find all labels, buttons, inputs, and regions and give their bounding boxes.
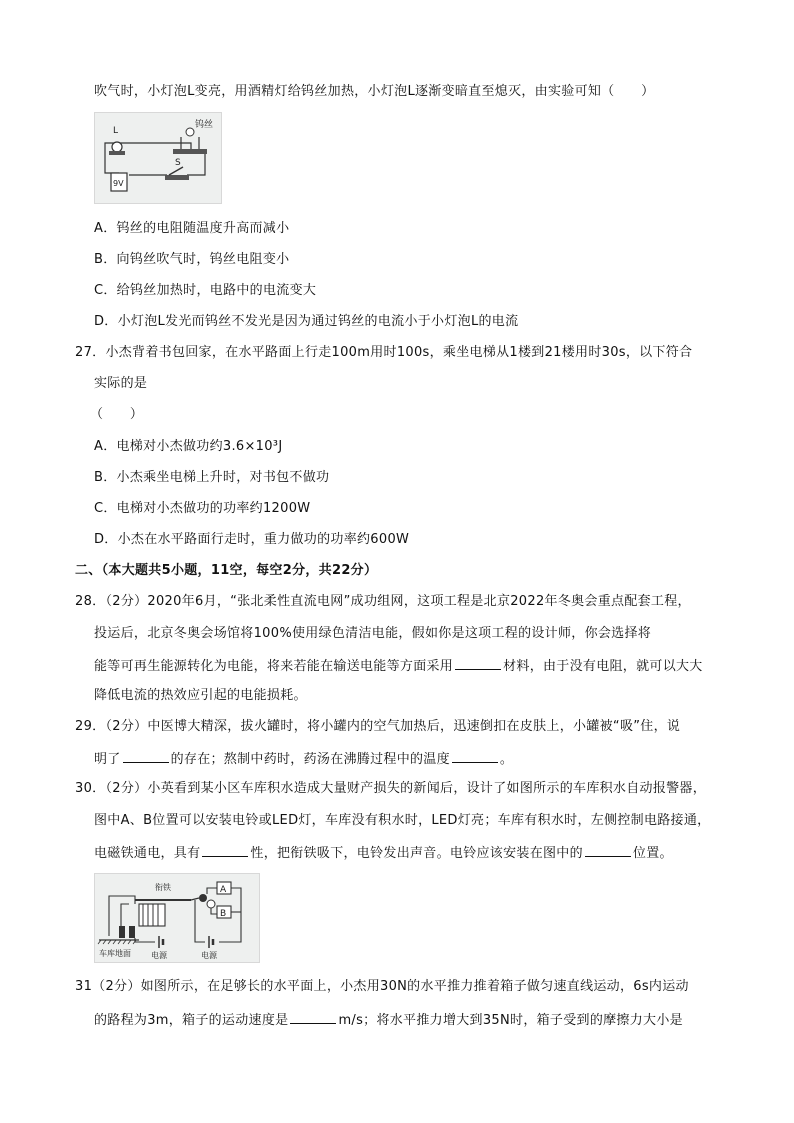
circuit-diagram (95, 113, 221, 203)
q30-line3-text-c: 位置。 (632, 846, 673, 861)
wire-label: 钨丝 (195, 120, 214, 130)
lamp-icon (112, 142, 122, 152)
q27-answer-bracket: （ ） (90, 407, 144, 422)
q27-stem-line1: 27．小杰背着书包回家，在水平路面上行走100m用时100s，乘坐电梯从1楼到21楼用时30s，以下符合 (75, 345, 693, 360)
q29-line2 (94, 748, 513, 770)
q29-line2-text-b: 的存在；熬制中药时，药汤在沸腾过程中的温度 (170, 752, 450, 767)
battery-label: 9V (113, 179, 124, 188)
q28-blank-1[interactable] (455, 655, 501, 670)
q26-option-a: A．钨丝的电阻随温度升高而减小 (94, 221, 290, 236)
q27-option-d: D．小杰在水平路面行走时，重力做功的功率约600W (94, 532, 410, 547)
q26-circuit-figure (94, 112, 222, 204)
lamp-label: L (113, 126, 119, 136)
q31-line2-text-a: 的路程为3m，箱子的运动速度是 (94, 1013, 289, 1028)
q30-line3-text-b: 性，把衔铁吸下，电铃发出声音。电铃应该安装在图中的 (250, 846, 583, 861)
q29-blank-2[interactable] (452, 748, 498, 763)
ground-label: 车库地面 (99, 949, 131, 958)
position-b-label: B (220, 909, 227, 919)
q31-line2 (94, 1009, 683, 1031)
q30-line3-text-a: 电磁铁通电，具有 (94, 846, 201, 861)
q26-option-c: C．给钨丝加热时，电路中的电流变大 (94, 283, 317, 298)
switch-label: S (175, 158, 181, 168)
alarm-circuit-diagram (95, 874, 259, 962)
q27-option-a: A．电梯对小杰做功约3.6×10³J (94, 439, 283, 454)
probe-icon (119, 926, 125, 938)
q29-line1: 29．（2分）中医博大精深，拔火罐时，将小罐内的空气加热后，迅速倒扣在皮肤上，小罐被“吸”住，说 (75, 719, 681, 734)
section-heading: 二、（本大题共5小题，11空，每空2分，共22分） (75, 563, 378, 578)
q30-blank-1[interactable] (202, 842, 248, 857)
q29-blank-1[interactable] (123, 748, 169, 763)
q30-alarm-figure (94, 873, 260, 963)
q28-line1: 28．（2分）2020年6月，“张北柔性直流电网”成功组网，这项工程是北京2022年冬奥会重点配套工程， (75, 594, 691, 609)
q30-blank-2[interactable] (585, 842, 631, 857)
armature-label: 衔铁 (155, 883, 171, 892)
q28-line2: 投运后，北京冬奥会场馆将100%使用绿色清洁电能，假如你是这项工程的设计师，你会选择将 (94, 626, 652, 641)
q30-line1: 30．（2分）小英看到某小区车库积水造成大量财产损失的新闻后，设计了如图所示的车库积水自动报警器， (75, 781, 707, 796)
q30-line3 (94, 842, 673, 864)
source1-label: 电源 (151, 951, 167, 960)
q27-option-c: C．电梯对小杰做功的功率约1200W (94, 501, 311, 516)
q31-line1: 31（2分）如图所示，在足够长的水平面上，小杰用30N的水平推力推着箱子做匀速直线运动，6s内运动 (75, 979, 689, 994)
q27-stem-line2: 实际的是 (94, 376, 148, 391)
q28-line3 (94, 655, 703, 677)
switch-icon (165, 175, 189, 180)
q31-blank-1[interactable] (290, 1009, 336, 1024)
position-a-label: A (220, 885, 227, 895)
q29-line2-text-c: 。 (499, 752, 514, 767)
q28-line3-text-b: 材料，由于没有电阻，就可以大大 (503, 659, 703, 674)
q27-option-b: B．小杰乘坐电梯上升时，对书包不做功 (94, 470, 330, 485)
q26-option-b: B．向钨丝吹气时，钨丝电阻变小 (94, 252, 290, 267)
q26-option-d: D．小灯泡L发光而钨丝不发光是因为通过钨丝的电流小于小灯泡L的电流 (94, 314, 519, 329)
source2-label: 电源 (201, 951, 217, 960)
q28-line3-text-a: 能等可再生能源转化为电能，将来若能在输送电能等方面采用 (94, 659, 454, 674)
q29-line2-text-a: 明了 (94, 752, 121, 767)
q31-line2-text-b: m/s；将水平推力增大到35N时，箱子受到的摩擦力大小是 (338, 1013, 683, 1028)
q26-stem-tail: 吹气时，小灯泡L变亮，用酒精灯给钨丝加热，小灯泡L逐渐变暗直至熄灭，由实验可知（ ） (94, 84, 655, 99)
q30-line2: 图中A、B位置可以安装电铃或LED灯，车库没有积水时，LED灯亮；车库有积水时，左侧控制电路接通， (94, 813, 711, 828)
q28-line4: 降低电流的热效应引起的电能损耗。 (94, 688, 307, 703)
